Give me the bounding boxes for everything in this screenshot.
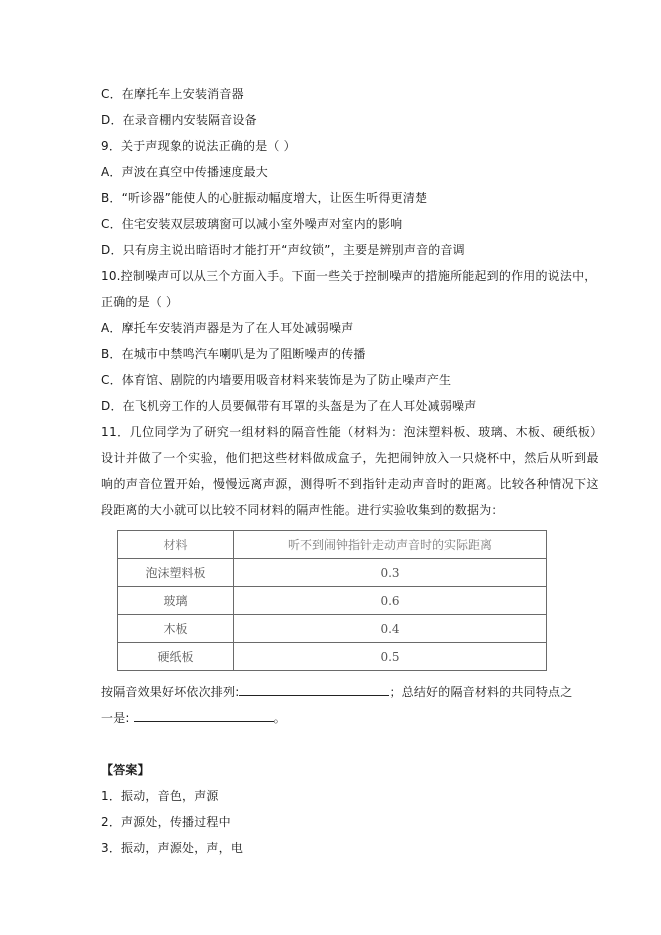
table-cell-material: 玻璃	[118, 587, 234, 615]
q10-option-c: C．体育馆、剧院的内墙要用吸音材料来装饰是为了防止噪声产生	[101, 373, 452, 387]
table-cell-material: 木板	[118, 615, 234, 643]
answer-3: 3．振动，声源处，声，电	[101, 841, 244, 855]
fill1-prefix: 按隔音效果好坏依次排列:	[101, 685, 240, 699]
table-header-distance: 听不到闹钟指针走动声音时的实际距离	[234, 531, 547, 559]
table-cell-distance: 0.5	[234, 643, 547, 671]
q11-text-line4: 段距离的大小就可以比较不同材料的隔声性能。进行实验收集到的数据为：	[101, 503, 504, 517]
q10-option-a: A．摩托车安装消声器是为了在人耳处减弱噪声	[101, 321, 354, 335]
table-cell-distance: 0.6	[234, 587, 547, 615]
material-data-table	[117, 530, 547, 671]
q9-option-c: C．住宅安装双层玻璃窗可以减小室外噪声对室内的影响	[101, 217, 403, 231]
q11-fill-line2	[101, 709, 286, 726]
answer-1: 1．振动，音色，声源	[101, 789, 219, 803]
answer-blank-order[interactable]	[239, 683, 389, 696]
table-cell-material: 硬纸板	[118, 643, 234, 671]
table-cell-distance: 0.3	[234, 559, 547, 587]
q9-option-a: A．声波在真空中传播速度最大	[101, 165, 269, 179]
q9-option-d: D．只有房主说出暗语时才能打开“声纹锁”，主要是辨别声音的音调	[101, 243, 465, 257]
answer-heading: 【答案】	[101, 763, 150, 777]
q9-option-b: B．“听诊器”能使人的心脏振动幅度增大，让医生听得更清楚	[101, 191, 428, 205]
answer-blank-feature[interactable]	[134, 709, 274, 722]
table-row	[118, 559, 547, 587]
fill2-prefix: 一是:	[101, 711, 130, 725]
q8-option-c: C．在摩托车上安装消音器	[101, 87, 244, 101]
q11-text-line1: 11．几位同学为了研究一组材料的隔音性能（材料为：泡沫塑料板、玻璃、木板、硬纸板）	[101, 425, 603, 439]
q8-option-d: D．在录音棚内安装隔音设备	[101, 113, 257, 127]
table-header-row	[118, 531, 547, 559]
q11-fill-line1	[101, 683, 572, 700]
q10-stem-line2: 正确的是（ ）	[101, 295, 179, 309]
answer-2: 2．声源处，传播过程中	[101, 815, 231, 829]
q10-option-b: B．在城市中禁鸣汽车喇叭是为了阻断噪声的传播	[101, 347, 366, 361]
fill1-suffix: ；总结好的隔音材料的共同特点之	[389, 685, 573, 699]
table-row	[118, 587, 547, 615]
table-cell-material: 泡沫塑料板	[118, 559, 234, 587]
q11-text-line2: 设计并做了一个实验，他们把这些材料做成盒子，先把闹钟放入一只烧杯中，然后从听到最	[101, 451, 600, 465]
table-header-material: 材料	[118, 531, 234, 559]
q10-stem-line1: 10.控制噪声可以从三个方面入手。下面一些关于控制噪声的措施所能起到的作用的说法中，	[101, 269, 597, 283]
q9-stem: 9．关于声现象的说法正确的是（ ）	[101, 139, 296, 153]
table-row	[118, 643, 547, 671]
q11-text-line3: 响的声音位置开始，慢慢远离声源，测得听不到指针走动声音时的距离。比较各种情况下这	[101, 477, 600, 491]
fill2-suffix: 。	[273, 711, 286, 725]
table-cell-distance: 0.4	[234, 615, 547, 643]
table-row	[118, 615, 547, 643]
q10-option-d: D．在飞机旁工作的人员要佩带有耳罩的头盔是为了在人耳处减弱噪声	[101, 399, 477, 413]
